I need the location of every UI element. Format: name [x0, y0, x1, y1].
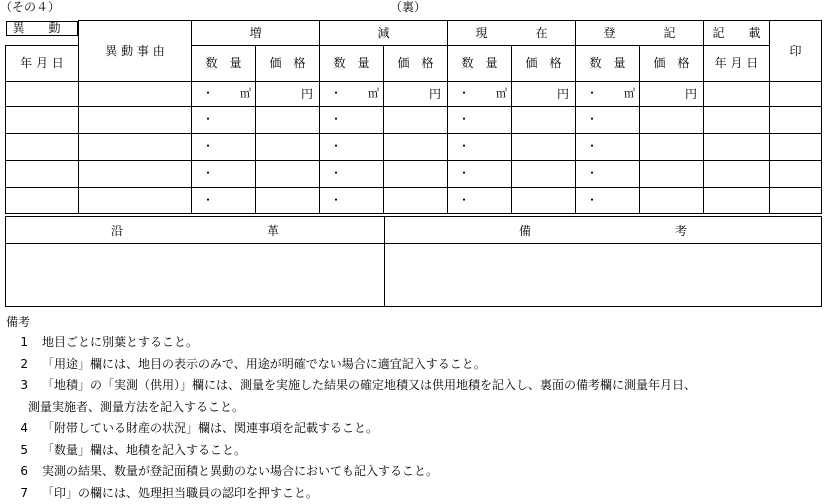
registry-header: 登 記: [576, 21, 704, 46]
note-item: 5 「数量」欄は、地積を記入すること。: [20, 442, 247, 457]
side-label: （裏）: [390, 0, 427, 14]
history-cell: [6, 244, 385, 307]
current-header: 現 在: [448, 21, 576, 46]
page-label: （その４）: [0, 0, 61, 14]
registry-qty-header: 数 量: [576, 46, 640, 82]
note-item-continuation: 測量実施者、測量方法を記入すること。: [28, 399, 245, 414]
history-remarks-table: [5, 216, 822, 307]
note-item: 2 「用途」欄には、地目の表示のみで、用途が明確でない場合に適宜記入すること。: [20, 356, 486, 371]
change-record-table: [5, 20, 822, 214]
stamp-header: 印: [770, 21, 822, 82]
decrease-qty-header: 数 量: [320, 46, 384, 82]
current-qty-header: 数 量: [448, 46, 512, 82]
remarks-cell: [385, 244, 822, 307]
decrease-header: 減: [320, 21, 448, 46]
change-reason-header: 異 動 事 由: [79, 21, 192, 82]
recorded-ymd-header: 年 月 日: [704, 46, 770, 82]
registry-price-header: 価 格: [640, 46, 704, 82]
current-price-header: 価 格: [512, 46, 576, 82]
note-item: 4 「附帯している財産の状況」欄は、関連事項を記載すること。: [20, 421, 379, 435]
table-row: ・ ・ ・ ・: [6, 188, 822, 214]
change-ymd-header: 年 月 日: [6, 46, 79, 82]
notes-title: 備考: [6, 315, 31, 329]
note-item: 6 実測の結果、数量が登記面積と異動のない場合においても記入すること。: [20, 464, 439, 478]
table-row: ・ ・ ・ ・: [6, 107, 822, 134]
note-item: 1 地目ごとに別葉とすること。: [20, 335, 199, 349]
notes-section: [6, 312, 824, 504]
note-item: 7 「印」の欄には、処理担当職員の認印を押すこと。: [20, 485, 319, 500]
increase-price-header: 価 格: [256, 46, 320, 82]
remarks-header: 備 考: [385, 217, 822, 244]
increase-header: 増: [192, 21, 320, 46]
table-row: ・ ㎡ 円 ・ ㎡ 円 ・ ㎡ 円 ・ ㎡ 円: [6, 82, 822, 107]
history-header: 沿 革: [6, 217, 385, 244]
change-date-header: 異 動: [6, 21, 79, 36]
table-row: ・ ・ ・ ・: [6, 134, 822, 161]
increase-qty-header: 数 量: [192, 46, 256, 82]
table-row: ・ ・ ・ ・: [6, 161, 822, 188]
decrease-price-header: 価 格: [384, 46, 448, 82]
note-item: 3 「地積」の「実測（供用）」欄には、測量を実施した結果の確定地積又は供用地積を記入し、裏面の備考欄に測量年月日、: [20, 378, 697, 392]
recorded-header: 記 載: [704, 21, 770, 46]
